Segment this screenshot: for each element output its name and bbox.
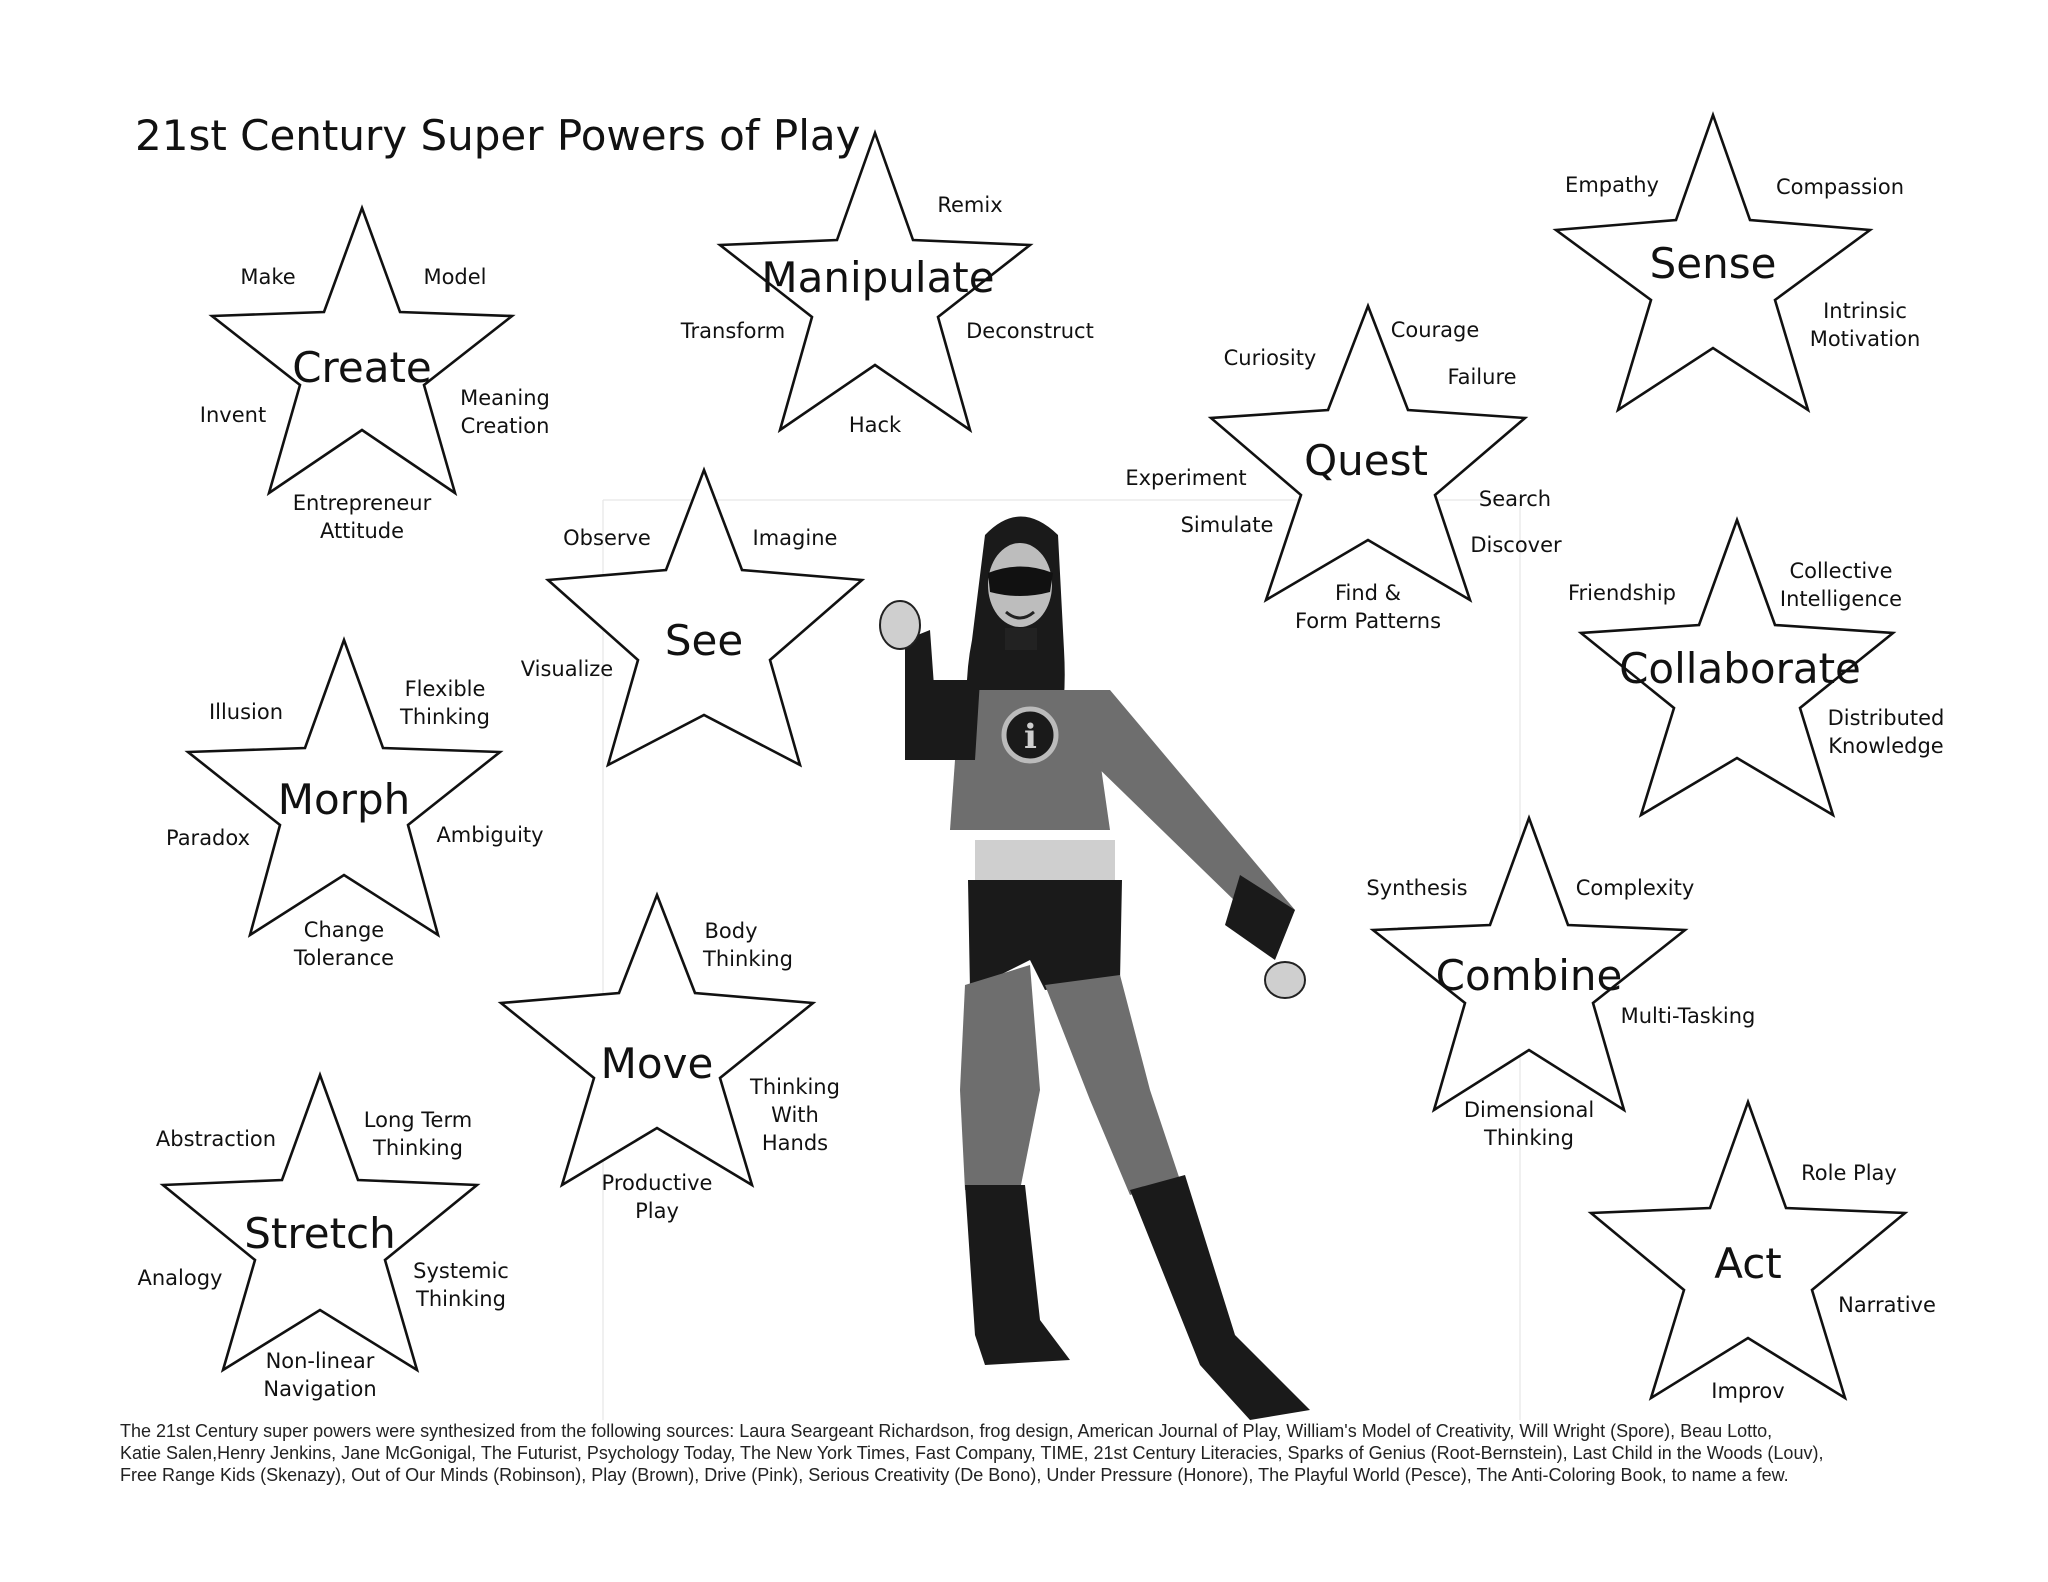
attr-stretch-thinking: Thinking [373, 1136, 463, 1160]
attr-morph-flexible: Flexible [404, 677, 486, 701]
attr-quest-curiosity: Curiosity [1223, 346, 1317, 370]
attr-quest-courage: Courage [1390, 318, 1480, 342]
star-title-morph: Morph [277, 775, 411, 824]
attr-combine-dimensional: Dimensional [1463, 1098, 1595, 1122]
attr-sense-intrinsic: Intrinsic [1823, 299, 1907, 323]
attr-sense-empathy: Empathy [1565, 173, 1659, 197]
star-title-see: See [664, 616, 744, 665]
attr-see-imagine: Imagine [752, 526, 838, 550]
attr-quest-simulate: Simulate [1180, 513, 1274, 537]
attr-combine-synthesis: Synthesis [1366, 876, 1468, 900]
attr-morph-paradox: Paradox [165, 826, 251, 850]
star-title-manipulate: Manipulate [761, 253, 995, 302]
page-title: 21st Century Super Powers of Play [135, 111, 861, 160]
attr-manipulate-deconstruct: Deconstruct [966, 319, 1094, 343]
attr-collaborate-distributed: Distributed [1827, 706, 1945, 730]
attr-quest-failure: Failure [1447, 365, 1517, 389]
attr-collaborate-friendship: Friendship [1568, 581, 1676, 605]
attr-collaborate-intelligence: Intelligence [1779, 587, 1903, 611]
attr-create-entrepreneur: Entrepreneur [292, 491, 432, 515]
star-title-act: Act [1714, 1239, 1782, 1288]
credits-line: The 21st Century super powers were synthesized from the following sources: Laura Seargeant Richardson, frog design, American Journal of Play, William's Model of Creativity, Will Wright (Spore), Beau Lotto, [120, 1421, 1773, 1441]
attr-move-play: Play [635, 1199, 679, 1223]
attr-move-hands: Hands [761, 1131, 829, 1155]
star-title-move: Move [600, 1039, 714, 1088]
attr-combine-complexity: Complexity [1575, 876, 1695, 900]
star-title-combine: Combine [1435, 951, 1623, 1000]
attr-stretch-long-term: Long Term [363, 1108, 473, 1132]
attr-act-improv: Improv [1711, 1379, 1785, 1403]
attr-collaborate-collective: Collective [1789, 559, 1893, 583]
attr-manipulate-hack: Hack [848, 413, 902, 437]
attr-see-observe: Observe [563, 526, 651, 550]
attr-quest-search: Search [1478, 487, 1552, 511]
attr-quest-discover: Discover [1470, 533, 1562, 557]
attr-act-narrative: Narrative [1838, 1293, 1936, 1317]
attr-quest-find: Find & [1334, 581, 1402, 605]
attr-morph-ambiguity: Ambiguity [436, 823, 544, 847]
attr-morph-tolerance: Tolerance [293, 946, 395, 970]
attr-stretch-systemic-thinking: Thinking [416, 1287, 506, 1311]
attr-morph-change: Change [303, 918, 385, 942]
attr-stretch-systemic: Systemic [413, 1259, 509, 1283]
credits-line: Free Range Kids (Skenazy), Out of Our Minds (Robinson), Play (Brown), Drive (Pink), Serious Creativity (De Bono), Under Pressure (Honore), The Playful World (Pesce), The Anti-Coloring Book, to name a few. [120, 1465, 1789, 1485]
attr-create-meaning: Meaning [460, 386, 550, 410]
attr-move-with: With [771, 1103, 819, 1127]
attr-create-attitude: Attitude [319, 519, 405, 543]
attr-move-body-thinking: Thinking [703, 947, 793, 971]
attr-stretch-analogy: Analogy [137, 1266, 223, 1290]
attr-manipulate-transform: Transform [680, 319, 786, 343]
star-title-collaborate: Collaborate [1619, 644, 1861, 693]
attr-create-creation: Creation [460, 414, 550, 438]
attr-act-role-play: Role Play [1801, 1161, 1897, 1185]
star-title-stretch: Stretch [244, 1209, 396, 1258]
attr-quest-experiment: Experiment [1125, 466, 1247, 490]
attr-move-thinking: Thinking [750, 1075, 840, 1099]
credits-line: Katie Salen,Henry Jenkins, Jane McGonigal, The Futurist, Psychology Today, The New York Times, Fast Company, TIME, 21st Century Literacies, Sparks of Genius (Root-Bernstein), Last Child in the Woods (Louv), [120, 1443, 1824, 1463]
superhero-girl-figure [880, 517, 1310, 1421]
attr-stretch-navigation: Navigation [263, 1377, 377, 1401]
star-title-sense: Sense [1649, 239, 1777, 288]
attr-sense-compassion: Compassion [1775, 175, 1905, 199]
attr-manipulate-remix: Remix [937, 193, 1003, 217]
attr-sense-motivation: Motivation [1809, 327, 1921, 351]
sources-credits [120, 1420, 1940, 1486]
attr-collaborate-knowledge: Knowledge [1828, 734, 1944, 758]
attr-morph-illusion: Illusion [208, 700, 284, 724]
attr-quest-form-patterns: Form Patterns [1294, 609, 1442, 633]
star-title-quest: Quest [1304, 436, 1428, 485]
attr-morph-thinking: Thinking [400, 705, 490, 729]
attr-see-visualize: Visualize [520, 657, 614, 681]
attr-create-invent: Invent [199, 403, 267, 427]
attr-create-make: Make [240, 265, 296, 289]
attr-stretch-nonlinear: Non-linear [265, 1349, 375, 1373]
attr-combine-thinking: Thinking [1484, 1126, 1574, 1150]
attr-combine-multitasking: Multi-Tasking [1620, 1004, 1756, 1028]
attr-stretch-abstraction: Abstraction [155, 1127, 277, 1151]
attr-move-body: Body [704, 919, 758, 943]
attr-create-model: Model [423, 265, 487, 289]
svg-text:i: i [1024, 717, 1037, 757]
attr-move-productive: Productive [601, 1171, 713, 1195]
star-title-create: Create [292, 343, 432, 392]
